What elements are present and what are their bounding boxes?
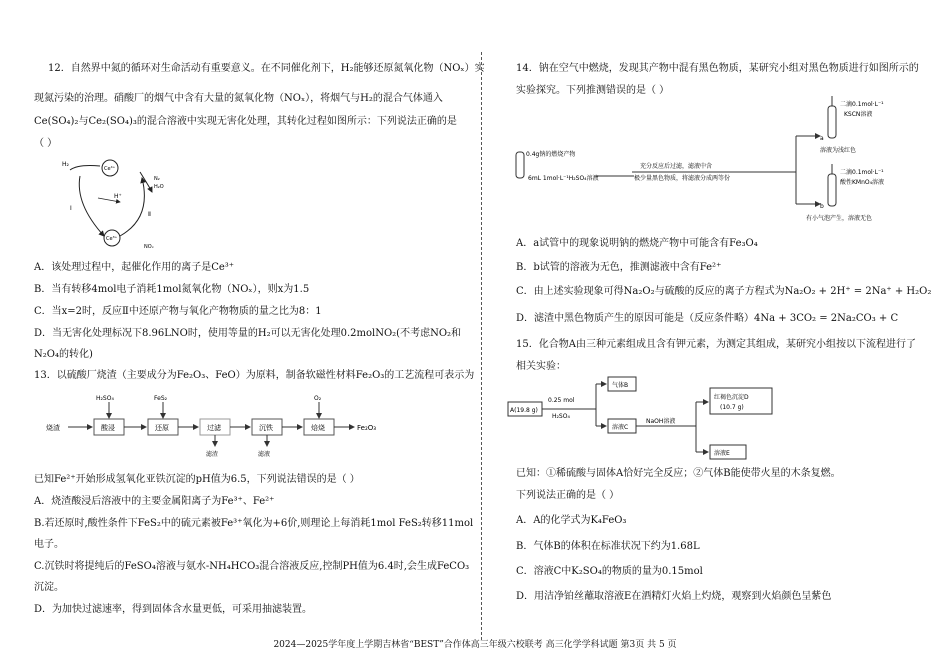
process-label-1: 充分反应后过滤，滤液中含: [640, 163, 713, 170]
tube-b-label: b: [820, 203, 824, 210]
hplus-label: H⁺: [114, 193, 122, 200]
q12-stem-line2: 现氮污染的治理。硝酸厂的烟气中含有大量的氮氧化物（NOₓ），将烟气与H₂的混合气体通入: [34, 93, 443, 104]
ce4-label: Ce⁴⁺: [104, 166, 116, 172]
step-filter: 过滤: [207, 424, 221, 432]
reagent-a-1: 二滴0.1mol·L⁻¹: [840, 101, 884, 108]
q12-option-a[interactable]: A．该处理过程中，起催化作用的离子是Ce³⁺: [34, 262, 235, 273]
step-II-label: Ⅱ: [148, 211, 151, 218]
page-footer: 2024—2025学年度上学期吉林省“BEST”合作体高三年级六校联考 高三化学学科试题 第3页 共 5 页: [273, 640, 677, 650]
compound-a: A(19.8 g): [510, 407, 538, 414]
step-roast: 焙烧: [311, 424, 325, 432]
n2-label: N₂: [154, 176, 160, 182]
result-b: 有小气泡产生，溶液无色: [806, 215, 873, 222]
q13-option-c-line2: 沉淀。: [34, 582, 64, 593]
q14-stem-line2: 实验探究。下列推测错误的是（ ）: [516, 85, 670, 96]
q13-option-a[interactable]: A．烧渣酸浸后溶液中的主要金属阳离子为Fe³⁺、Fe²⁺: [34, 496, 275, 507]
q12-cycle-diagram: [60, 158, 180, 250]
q13-option-d[interactable]: D．为加快过滤速率，得到固体含水量更低，可采用抽滤装置。: [34, 604, 313, 615]
precipitate-d-name: 红褐色沉淀D: [714, 394, 749, 401]
process-label-2: 极少量黑色物质，将滤液分成两等份: [634, 175, 731, 182]
q15-stem-line1: 15．化合物A由三种元素组成且含有钾元素，为测定其组成，某研究小组按以下流程进行了: [516, 339, 916, 350]
solution-e: 溶液E: [714, 450, 730, 457]
h2so4-name: H₂SO₄: [552, 413, 570, 420]
q13-process-flowchart: [44, 390, 444, 460]
q15-option-c[interactable]: C．溶液C中K₂SO₄的物质的量为0.15mol: [516, 566, 703, 577]
step-I-label: Ⅰ: [70, 205, 72, 212]
q15-known: 已知：①稀硫酸与固体A恰好完全反应；②气体B能使带火星的木条复燃。: [516, 468, 841, 479]
q14-option-a[interactable]: A．a试管中的现象说明钠的燃烧产物中可能含有Fe₃O₄: [516, 238, 758, 249]
q12-option-d-line1[interactable]: D．当无害化处理标况下8.96LNO时，使用等量的H₂可以无害化处理0.2molNO₂(不考虑NO₂和: [34, 328, 462, 339]
q13-option-b-line2: 电子。: [34, 539, 64, 550]
q13-option-c-line1[interactable]: C.沉铁时将提纯后的FeSO₄溶液与氨水-NH₄HCO₃混合溶液反应,控制PH值为6.4时,会生成FeCO₃: [34, 561, 470, 572]
acid-label: 6mL 1mol·L⁻¹H₂SO₄溶液: [528, 175, 599, 182]
q15-option-a[interactable]: A．A的化学式为K₄FeO₃: [516, 515, 627, 526]
residue-output: 滤渣: [206, 451, 219, 458]
q14-option-c[interactable]: C．由上述实验现象可得Na₂O₂与硫酸的反应的离子方程式为Na₂O₂ + 2H⁺ = 2Na⁺ + H₂O₂: [516, 286, 932, 297]
q12-option-c[interactable]: C．当x=2时，反应Ⅱ中还原产物与氧化产物物质的量之比为8：1: [34, 306, 322, 317]
step-precipitate: 沉铁: [259, 424, 273, 432]
q15-option-b[interactable]: B．气体B的体积在标准状况下约为1.68L: [516, 541, 700, 552]
q15-option-d[interactable]: D．用洁净铂丝蘸取溶液E在酒精灯火焰上灼烧，观察到火焰颜色呈紫色: [516, 591, 832, 602]
start-label: 烧渣: [46, 424, 60, 432]
reagent-b-1: 二滴0.1mol·L⁻¹: [840, 169, 884, 176]
q14-option-d[interactable]: D．滤渣中黑色物质产生的原因可能是（反应条件略）4Na + 3CO₂ = 2Na₂CO₃ + C: [516, 313, 899, 324]
nox-label: NOₓ: [144, 244, 154, 250]
o2-input: O₂: [314, 395, 322, 402]
result-a: 溶液为浅红色: [820, 147, 857, 154]
step-acid-leach: 酸浸: [101, 424, 115, 432]
reagent-b-2: 酸性KMnO₄溶液: [840, 179, 885, 186]
ce3-label: Ce³⁺: [106, 236, 118, 242]
h2so4-amount: 0.25 mol: [548, 397, 575, 404]
filtrate-output: 滤液: [258, 451, 271, 458]
q14-option-b[interactable]: B．b试管的溶液为无色，推测滤液中含有Fe²⁺: [516, 262, 722, 273]
q14-experiment-diagram: [510, 96, 930, 224]
q12-answer-paren: （ ）: [34, 138, 58, 149]
q15-ask: 下列说法正确的是（ ）: [516, 490, 620, 501]
q13-given: 已知Fe²⁺开始形成氢氧化亚铁沉淀的pH值为6.5，下列说法错误的是（ ）: [34, 474, 360, 485]
fes2-input: FeS₂: [154, 395, 168, 402]
column-divider: [481, 52, 482, 640]
h2-label: H₂: [62, 161, 69, 168]
q15-stem-line2: 相关实验：: [516, 361, 566, 372]
q15-flowchart: [506, 374, 836, 464]
step-reduce: 还原: [155, 424, 169, 432]
q13-stem: 13．以硫酸厂烧渣（主要成分为Fe₂O₃、FeO）为原料，制备软磁性材料Fe₂O₃的工艺流程可表示为: [34, 370, 475, 381]
q12-option-d-line2: N₂O₄的转化): [34, 349, 93, 360]
q14-stem-line1: 14．钠在空气中燃烧，发现其产物中混有黑色物质，某研究小组对黑色物质进行如图所示的: [516, 63, 919, 74]
naoh-reagent: NaOH溶液: [646, 418, 676, 425]
q12-stem-line3: Ce(SO₄)₂与Ce₂(SO₄)₃的混合溶液中实现无害化处理，其转化过程如图所示：下列说法正确的是: [34, 116, 457, 127]
h2so4-input: H₂SO₄: [96, 395, 114, 402]
end-product: Fe₂O₃: [357, 424, 377, 432]
reagent-a-2: KSCN溶液: [844, 111, 873, 118]
q12-option-b[interactable]: B．当有转移4mol电子消耗1mol氮氧化物（NOₓ），则x为1.5: [34, 284, 310, 295]
q13-option-b-line1[interactable]: B.若还原时,酸性条件下FeS₂中的硫元素被Fe³⁺氧化为+6价,则理论上每消耗1mol FeS₂转移11mol: [34, 518, 474, 529]
h2o-label: H₂O: [154, 184, 164, 190]
q12-stem-line1: 12．自然界中氮的循环对生命活动有重要意义。在不同催化剂下，H₂能够还原氮氧化物（NOₓ）实: [48, 63, 485, 74]
sample-label: 0.4g钠的燃烧产物: [526, 151, 576, 158]
precipitate-d-mass: (10.7 g): [720, 404, 744, 411]
solution-c: 溶液C: [612, 424, 629, 431]
gas-b: 气体B: [612, 382, 629, 389]
tube-a-label: a: [820, 135, 824, 142]
